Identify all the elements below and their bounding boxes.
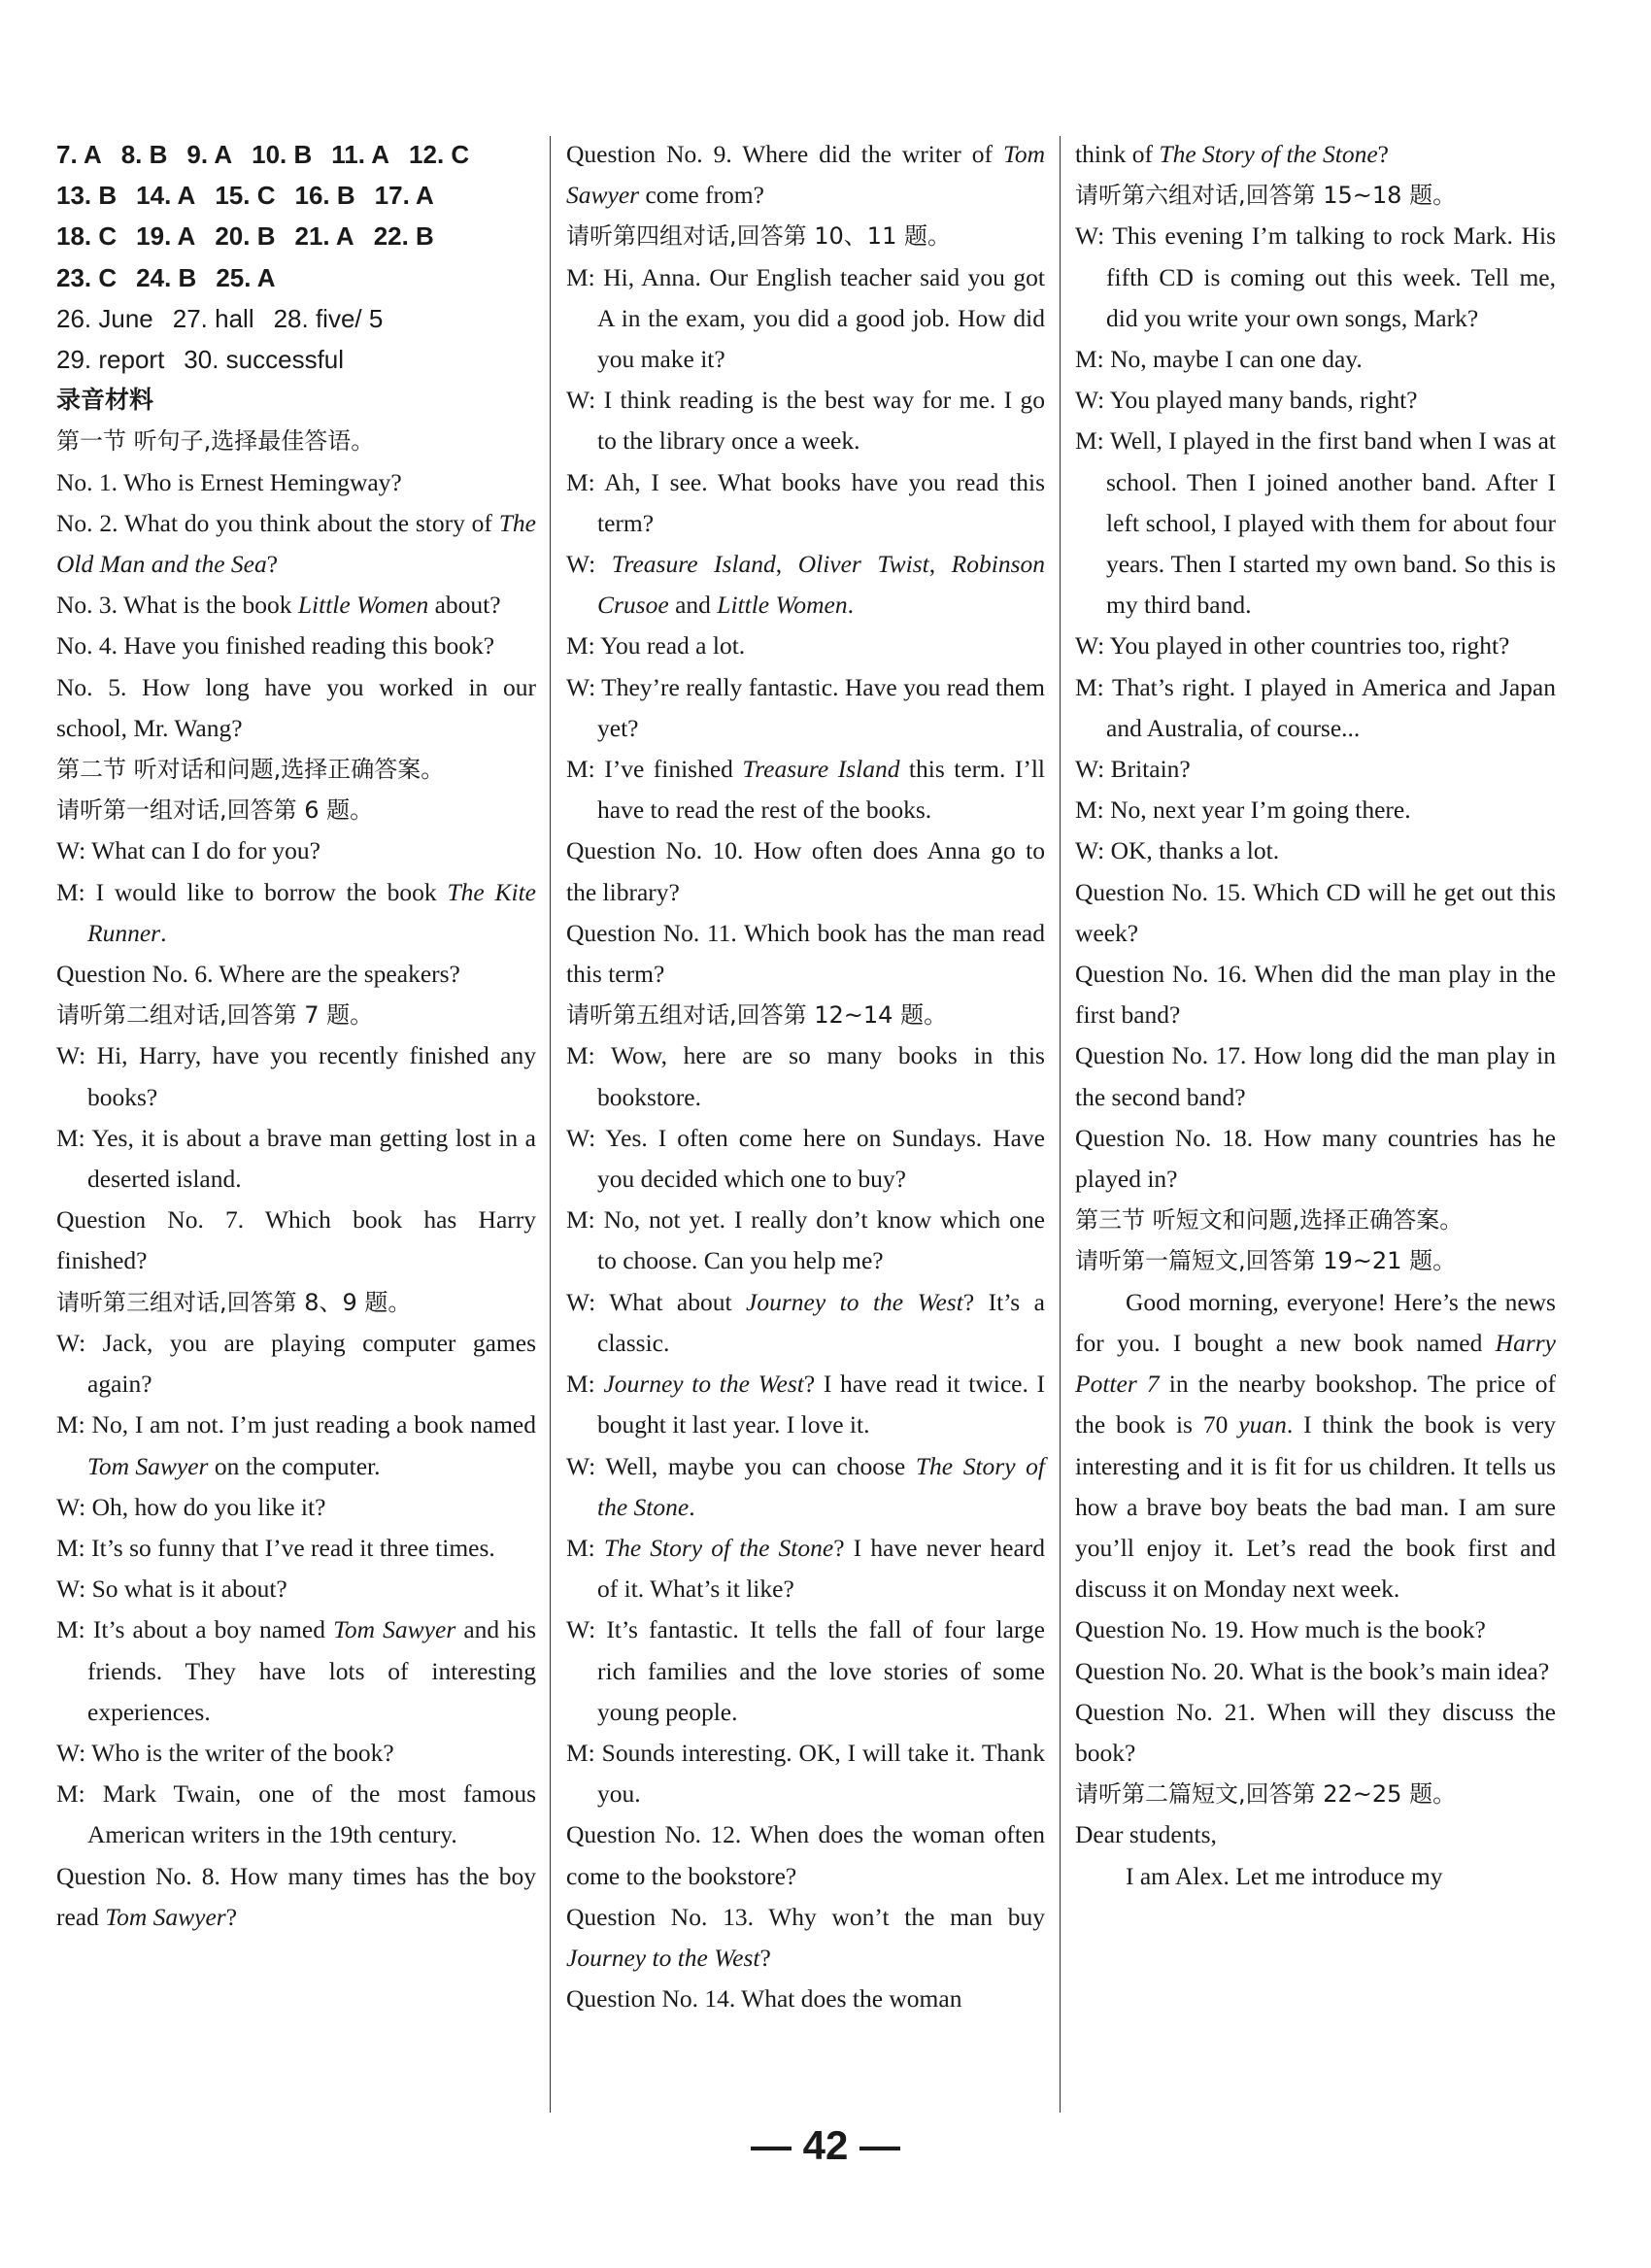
dialogue-line: M: No, next year I’m going there.	[1075, 795, 1411, 825]
letter-salutation: Dear students,	[1075, 1820, 1217, 1849]
answer-row: 7. A 8. B 9. A 10. B 11. A 12. C	[56, 140, 470, 169]
question-line: Question No. 9. Where did the writer of Tom Sawyer come from?	[566, 140, 1045, 210]
question-line: Question No. 10. How often does Anna go to the library?	[566, 836, 1045, 906]
dialogue-instruction: 请听第五组对话,回答第 12~14 题。	[566, 1001, 948, 1030]
part-heading: 第一节 听句子,选择最佳答语。	[56, 427, 375, 456]
passage-text: Good morning, everyone! Here’s the news for you. I bought a new book named Harry Potter 7 in the nearby bookshop. The price of the book is 70 yuan. I think the book is very interesting and it is fit for us children. It tells us how a brave boy beats the bad man. I am sure you’ll enjoy it. Let’s read the book first and discuss it on Monday next week.	[1075, 1287, 1556, 1604]
dialogue-line: W: I think reading is the best way for me. I go to the library once a week.	[566, 386, 1045, 456]
answer-row: 29. report 30. successful	[56, 345, 345, 375]
answer-row: 26. June 27. hall 28. five/ 5	[56, 303, 384, 333]
left-column	[56, 134, 536, 2103]
question-line: Question No. 14. What does the woman	[566, 1984, 962, 2014]
passage-text: I am Alex. Let me introduce my	[1126, 1861, 1443, 1890]
dialogue-line: W: What can I do for you?	[56, 836, 320, 865]
question-line: Question No. 15. Which CD will he get out this week?	[1075, 877, 1556, 947]
answer-row: 18. C 19. A 20. B 21. A 22. B	[56, 221, 434, 252]
dialogue-line: M: Well, I played in the first band when I was at school. Then I joined another band. After I left school, I played with them for about four years. Then I started my own band. So this is my third band.	[1075, 426, 1556, 620]
dialogue-line: M: No, maybe I can one day.	[1075, 345, 1363, 374]
sentence-item: No. 2. What do you think about the story of The Old Man and the Sea?	[56, 508, 536, 579]
dialogue-line: M: It’s so funny that I’ve read it three times.	[56, 1533, 495, 1562]
dialogue-line: W: Yes. I often come here on Sundays. Have you decided which one to buy?	[566, 1123, 1045, 1194]
dialogue-line: W: So what is it about?	[56, 1574, 287, 1604]
dialogue-line: M: Sounds interesting. OK, I will take it. Thank you.	[566, 1738, 1045, 1809]
sentence-item: No. 4. Have you finished reading this book?	[56, 631, 495, 660]
question-line: Question No. 8. How many times has the boy read Tom Sawyer?	[56, 1861, 536, 1931]
column-divider	[1060, 136, 1061, 2113]
column-divider	[550, 136, 551, 2113]
dialogue-line: M: I’ve finished Treasure Island this term. I’ll have to read the rest of the books.	[566, 755, 1045, 825]
question-line: Question No. 21. When will they discuss the book?	[1075, 1697, 1556, 1767]
question-line: Question No. 6. Where are the speakers?	[56, 960, 460, 989]
question-line: Question No. 20. What is the book’s main idea?	[1075, 1656, 1550, 1685]
dialogue-instruction: 请听第一组对话,回答第 6 题。	[56, 796, 374, 825]
dialogue-line: W: Treasure Island, Oliver Twist, Robinson Crusoe and Little Women.	[566, 550, 1046, 620]
dialogue-line: M: No, not yet. I really don’t know which one to choose. Can you help me?	[566, 1205, 1045, 1275]
dialogue-line: W: This evening I’m talking to rock Mark. His fifth CD is coming out this week. Tell me, did you write your own songs, Mark?	[1075, 221, 1556, 332]
dialogue-line: M: Yes, it is about a brave man getting lost in a deserted island.	[56, 1123, 536, 1194]
dialogue-instruction: 请听第三组对话,回答第 8、9 题。	[56, 1288, 412, 1316]
sentence-item: No. 3. What is the book Little Women about?	[56, 591, 501, 620]
answer-key	[56, 134, 536, 380]
dialogue-line: M: That’s right. I played in America and Japan and Australia, of course...	[1075, 672, 1556, 742]
dialogue-line: W: Britain?	[1075, 755, 1191, 784]
part-heading: 第三节 听短文和问题,选择正确答案。	[1075, 1206, 1464, 1235]
dialogue-line: M: Wow, here are so many books in this bookstore.	[566, 1041, 1045, 1111]
dialogue-line: M: Journey to the West? I have read it twice. I bought it last year. I love it.	[566, 1370, 1046, 1439]
dialogue-instruction: 请听第二组对话,回答第 7 题。	[56, 1001, 374, 1030]
dialogue-line: W: What about Journey to the West? It’s a classic.	[566, 1287, 1045, 1357]
dialogue-line: W: Oh, how do you like it?	[56, 1492, 326, 1521]
question-line: Question No. 11. Which book has the man read this term?	[566, 918, 1045, 989]
dialogue-line: M: You read a lot.	[566, 631, 746, 660]
dialogue-line: W: Jack, you are playing computer games again?	[56, 1328, 536, 1399]
right-column	[1075, 134, 1556, 2103]
question-line: think of The Story of the Stone?	[1075, 140, 1389, 168]
question-line: Question No. 18. How many countries has he played in?	[1075, 1123, 1556, 1194]
question-line: Question No. 16. When did the man play in the first band?	[1075, 960, 1556, 1030]
question-line: Question No. 13. Why won’t the man buy Journey to the West?	[566, 1902, 1045, 1972]
dialogue-line: W: It’s fantastic. It tells the fall of four large rich families and the love stories of some young people.	[566, 1615, 1045, 1726]
question-line: Question No. 7. Which book has Harry finished?	[56, 1205, 536, 1275]
part-heading: 第二节 听对话和问题,选择正确答案。	[56, 756, 445, 784]
answer-row: 13. B 14. A 15. C 16. B 17. A	[56, 181, 434, 211]
sentence-item: No. 5. How long have you worked in our school, Mr. Wang?	[56, 672, 536, 742]
dialogue-line: M: I would like to borrow the book The Kite Runner.	[56, 877, 537, 947]
dialogue-line: M: Mark Twain, one of the most famous American writers in the 19th century.	[56, 1779, 536, 1849]
dialogue-instruction: 请听第六组对话,回答第 15~18 题。	[1075, 182, 1457, 210]
dialogue-line: W: Well, maybe you can choose The Story of the Stone.	[566, 1451, 1045, 1521]
dialogue-line: W: You played in other countries too, right?	[1075, 631, 1510, 660]
middle-column	[566, 134, 1045, 2103]
dialogue-line: M: Ah, I see. What books have you read this term?	[566, 467, 1045, 537]
question-line: Question No. 17. How long did the man play in the second band?	[1075, 1041, 1556, 1111]
passage-instruction: 请听第二篇短文,回答第 22~25 题。	[1075, 1780, 1457, 1809]
dialogue-line: M: The Story of the Stone? I have never heard of it. What’s it like?	[566, 1533, 1046, 1604]
dialogue-line: M: No, I am not. I’m just reading a book named Tom Sawyer on the computer.	[56, 1410, 536, 1480]
dialogue-instruction: 请听第四组对话,回答第 10、11 题。	[566, 222, 951, 251]
dialogue-line: W: OK, thanks a lot.	[1075, 836, 1280, 865]
dialogue-line: M: It’s about a boy named Tom Sawyer and his friends. They have lots of interesting experiences.	[56, 1615, 537, 1726]
dialogue-line: M: Hi, Anna. Our English teacher said you got A in the exam, you did a good job. How did you make it?	[566, 262, 1045, 374]
dialogue-line: W: You played many bands, right?	[1075, 386, 1418, 415]
dialogue-line: W: They’re really fantastic. Have you read them yet?	[566, 672, 1045, 742]
sentence-item: No. 1. Who is Ernest Hemingway?	[56, 467, 402, 496]
passage-instruction: 请听第一篇短文,回答第 19~21 题。	[1075, 1247, 1457, 1275]
question-line: Question No. 12. When does the woman often come to the bookstore?	[566, 1820, 1045, 1890]
page-number: — 42 —	[750, 2122, 901, 2168]
question-line: Question No. 19. How much is the book?	[1075, 1615, 1486, 1644]
dialogue-line: W: Who is the writer of the book?	[56, 1738, 394, 1767]
section-title: 录音材料	[56, 386, 154, 415]
answer-row: 23. C 24. B 25. A	[56, 262, 276, 292]
dialogue-line: W: Hi, Harry, have you recently finished any books?	[56, 1041, 536, 1111]
